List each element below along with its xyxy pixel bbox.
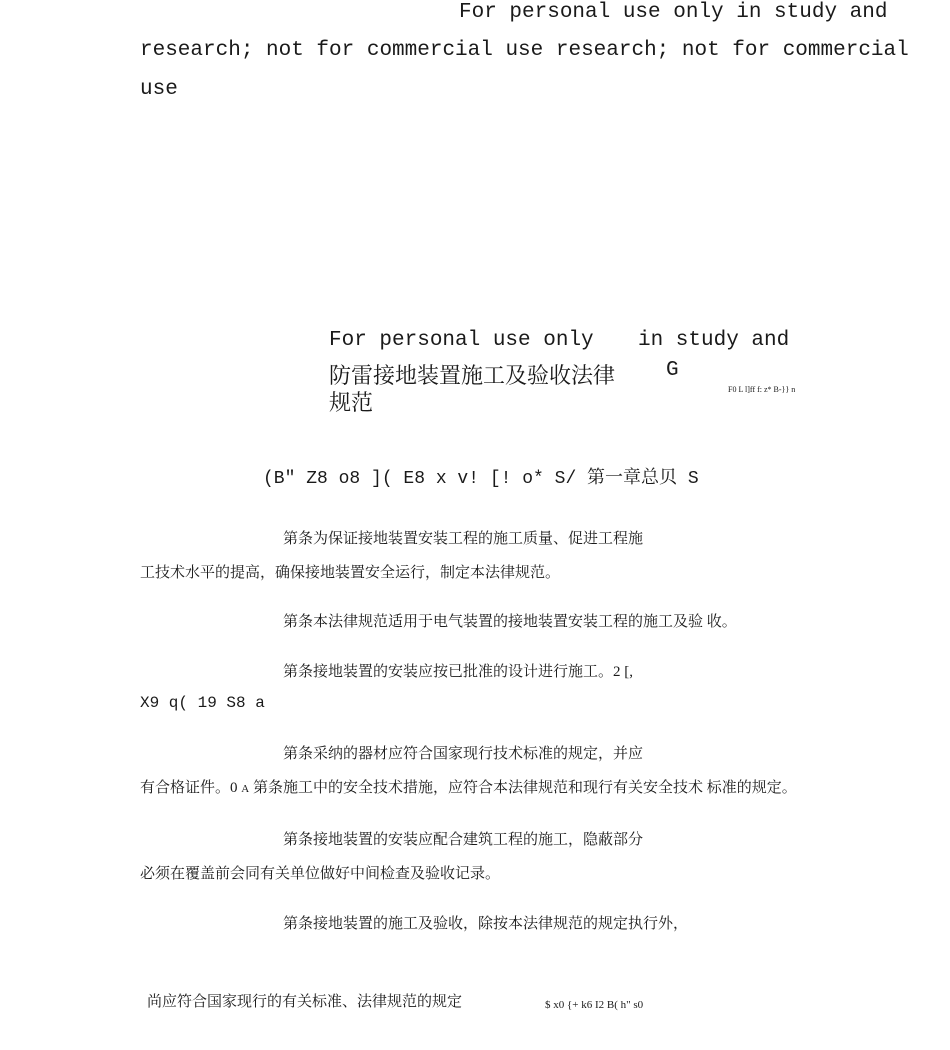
paragraph-6: 第条接地装置的施工及验收，除按本法律规范的规定执行外，	[283, 916, 689, 932]
document-title-line-2: 规范	[329, 390, 374, 415]
paragraph-4-line-2	[140, 776, 797, 797]
paragraph-2: 第条本法律规范适用于电气装置的接地装置安装工程的施工及验 收。	[283, 614, 737, 630]
paragraph-3: 第条接地装置的安装应按已批准的设计进行施工。2 [,	[283, 664, 633, 680]
chapter-heading: (B″ Z8 o8 ]( E8 x v! [! o* S/ 第一章总贝 S	[263, 469, 699, 489]
paragraph-5-line-2: 必须在覆盖前会同有关单位做好中间检查及验收记录。	[140, 866, 501, 882]
paragraph-4-line-1: 第条采纳的器材应符合国家现行技术标准的规定，并应	[283, 746, 644, 762]
paragraph-3-tail: X9 q( 19 S8 a	[140, 694, 265, 712]
paragraph-4-line-2-a: 有合格证件。0	[140, 780, 238, 796]
paragraph-5-line-1: 第条接地装置的安装应配合建筑工程的施工，隐蔽部分	[283, 832, 644, 848]
paragraph-7: 尚应符合国家现行的有关标准、法律规范的规定	[147, 994, 463, 1010]
watermark-line-3: use	[140, 78, 178, 101]
paragraph-1-line-1: 第条为保证接地装置安装工程的施工质量、促进工程施	[283, 531, 644, 547]
watermark-line-2: research; not for commercial use research; not for commercial	[140, 39, 909, 62]
title-watermark: For personal use only	[329, 329, 594, 352]
paragraph-4-line-2-c: 第条施工中的安全技术措施，应符合本法律规范和现行有关安全技术 标准的规定。	[252, 780, 797, 796]
title-watermark-right: in study and	[638, 329, 790, 352]
paragraph-7-garble: $ x0 {+ k6 I2 B( h" s0	[545, 999, 644, 1011]
title-letter: G	[666, 359, 679, 382]
document-title: 防雷接地装置施工及验收法律	[329, 363, 616, 388]
paragraph-1-line-2: 工技术水平的提高，确保接地装置安全运行，制定本法律规范。	[140, 565, 561, 581]
title-garble: F0 L l]ff f: z* B-}} n	[728, 385, 796, 394]
paragraph-4-line-2-b: A	[241, 783, 250, 795]
watermark-line-1: For personal use only in study and	[459, 1, 888, 24]
